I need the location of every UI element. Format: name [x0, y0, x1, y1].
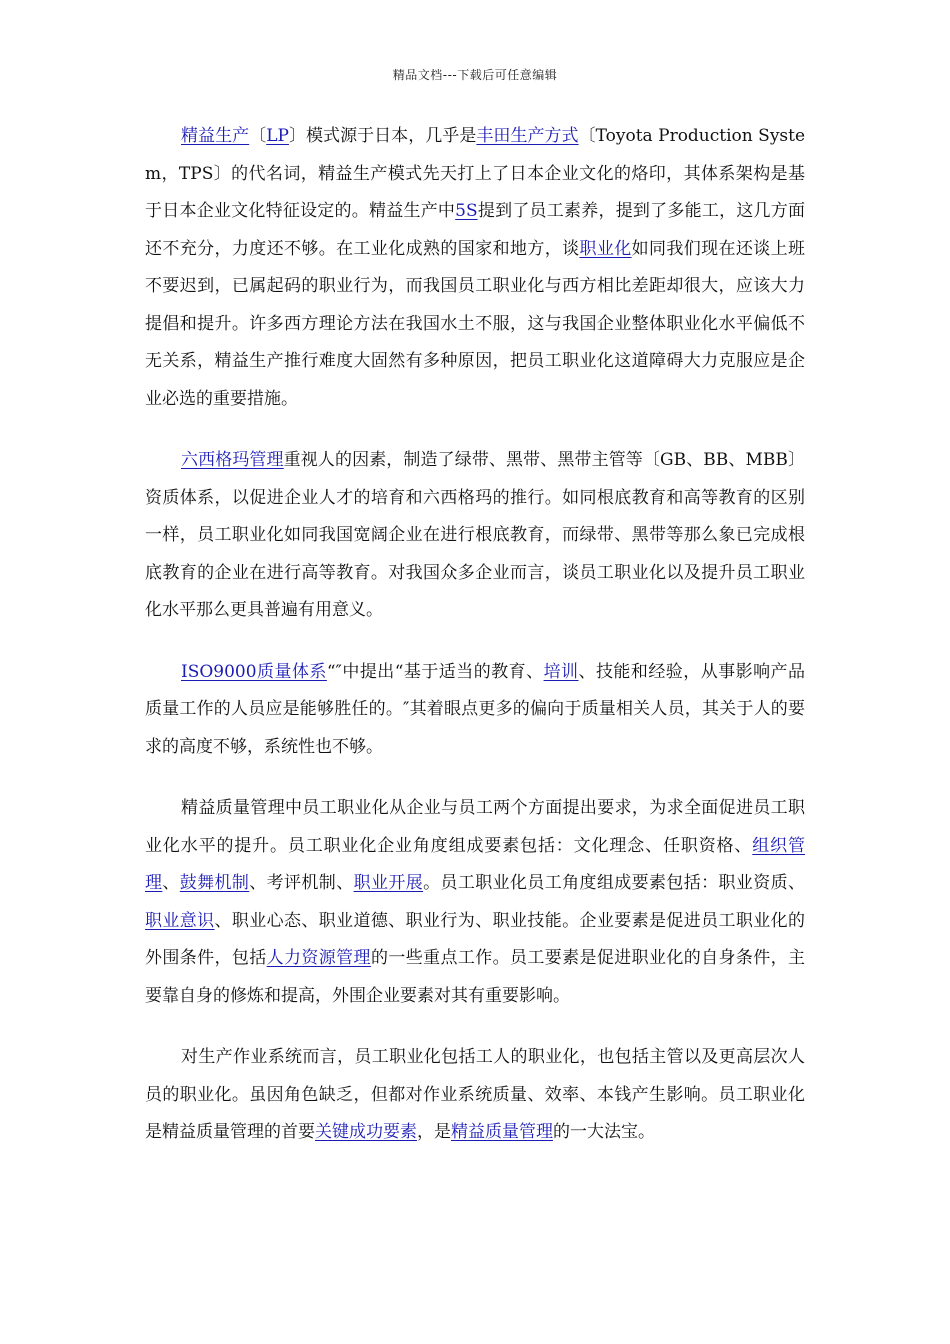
link-organization-management[interactable]: 组织管理	[145, 835, 806, 893]
text-segment: 提到了员工素养，提到了多能工，这几方面还不充分，力度还不够。在工业化成熟的国家和地方，谈	[145, 201, 806, 259]
text-segment: 〔Toyota Production System，TPS〕的代名词，精益生产模式先天打上了日本企业文化的烙印，其体系架构是基于日本企业文化特征设定的。精益生产中	[145, 126, 806, 221]
text-segment: 对生产作业系统而言，员工职业化包括工人的职业化，也包括主管以及更高层次人员的职业化。虽因角色缺乏，但都对作业系统质量、效率、本钱产生影响。员工职业化是精益质量管理的首要	[145, 1047, 805, 1142]
link-lean-quality-management[interactable]: 精益质量管理	[451, 1122, 553, 1142]
text-segment: 、考评机制、	[249, 873, 354, 893]
text-segment: 精益质量管理中员工职业化从企业与员工两个方面提出要求，为求全面促进员工职业化水平的提升。员工职业化企业角度组成要素包括：文化理念、任职资格、	[145, 798, 805, 856]
link-professional-awareness[interactable]: 职业意识	[145, 910, 215, 931]
text-segment: 如同我们现在还谈上班不要迟到，已属起码的职业行为，而我国员工职业化与西方相比差距却很大，应该大力提倡和提升。许多西方理论方法在我国水土不服，这与我国企业整体职业化水平偏低不无关系，精益生产推行难度大固然有多种原因，把员工职业化这道障碍大力克服应是企业必选的重要措施。	[145, 238, 806, 409]
link-lean-production[interactable]: 精益生产	[181, 126, 250, 146]
link-toyota-production-system[interactable]: 丰田生产方式	[476, 126, 579, 146]
text-segment: 〕模式源于日本，几乎是	[288, 126, 477, 146]
text-segment: 重视人的因素，制造了绿带、黑带、黑带主管等〔GB、BB、MBB〕资质体系，以促进企业人才的培育和六西格玛的推行。如同根底教育和高等教育的区别一样，员工职业化如同我国宽阔企业在进行根底教育，而绿带、黑带等那么象已完成根底教育的企业在进行高等教育。对我国众多企业而言，谈员工职业化以及提升员工职业化水平那么更具普遍有用意义。	[145, 450, 806, 620]
text-segment: 。员工职业化员工角度组成要素包括：职业资质、	[423, 873, 806, 893]
text-segment: 、	[162, 873, 180, 893]
document-body	[145, 118, 805, 1176]
link-career-development[interactable]: 职业开展	[353, 873, 424, 893]
paragraph-lean-quality-elements	[145, 790, 805, 1015]
text-segment: 的一些重点工作。员工要素是促进职业化的自身条件，主要靠自身的修炼和提高，外围企业要素对其有重要影响。	[145, 948, 806, 1006]
text-segment: ，是	[417, 1122, 451, 1142]
link-5s[interactable]: 5S	[455, 201, 478, 221]
paragraph-six-sigma	[145, 442, 805, 630]
text-segment: 的一大法宝。	[553, 1122, 655, 1142]
text-segment: “″中提出“基于适当的教育、	[326, 661, 544, 682]
link-professionalization[interactable]: 职业化	[579, 238, 632, 259]
link-iso9000-quality-system[interactable]: ISO9000质量体系	[181, 661, 327, 682]
text-segment: 、职业心态、职业道德、职业行为、职业技能。企业要素是促进员工职业化的外围条件，包括	[145, 910, 806, 968]
text-segment: 〔	[249, 126, 267, 146]
link-human-resource-management[interactable]: 人力资源管理	[266, 948, 371, 968]
link-incentive-mechanism[interactable]: 鼓舞机制	[179, 873, 250, 893]
paragraph-lean-production	[145, 118, 805, 418]
link-lp[interactable]: LP	[266, 126, 289, 146]
text-segment: 、技能和经验，从事影响产品质量工作的人员应是能够胜任的。″其着眼点更多的偏向于质量相关人员，其关于人的要求的高度不够，系统性也不够。	[145, 661, 806, 757]
link-key-success-factors[interactable]: 关键成功要素	[315, 1122, 417, 1142]
paragraph-production-system	[145, 1039, 805, 1152]
link-six-sigma-management[interactable]: 六西格玛管理	[181, 450, 284, 470]
paragraph-iso9000	[145, 654, 805, 767]
link-training[interactable]: 培训	[543, 661, 579, 682]
page-header: 精品文档---下载后可任意编辑	[392, 68, 558, 82]
